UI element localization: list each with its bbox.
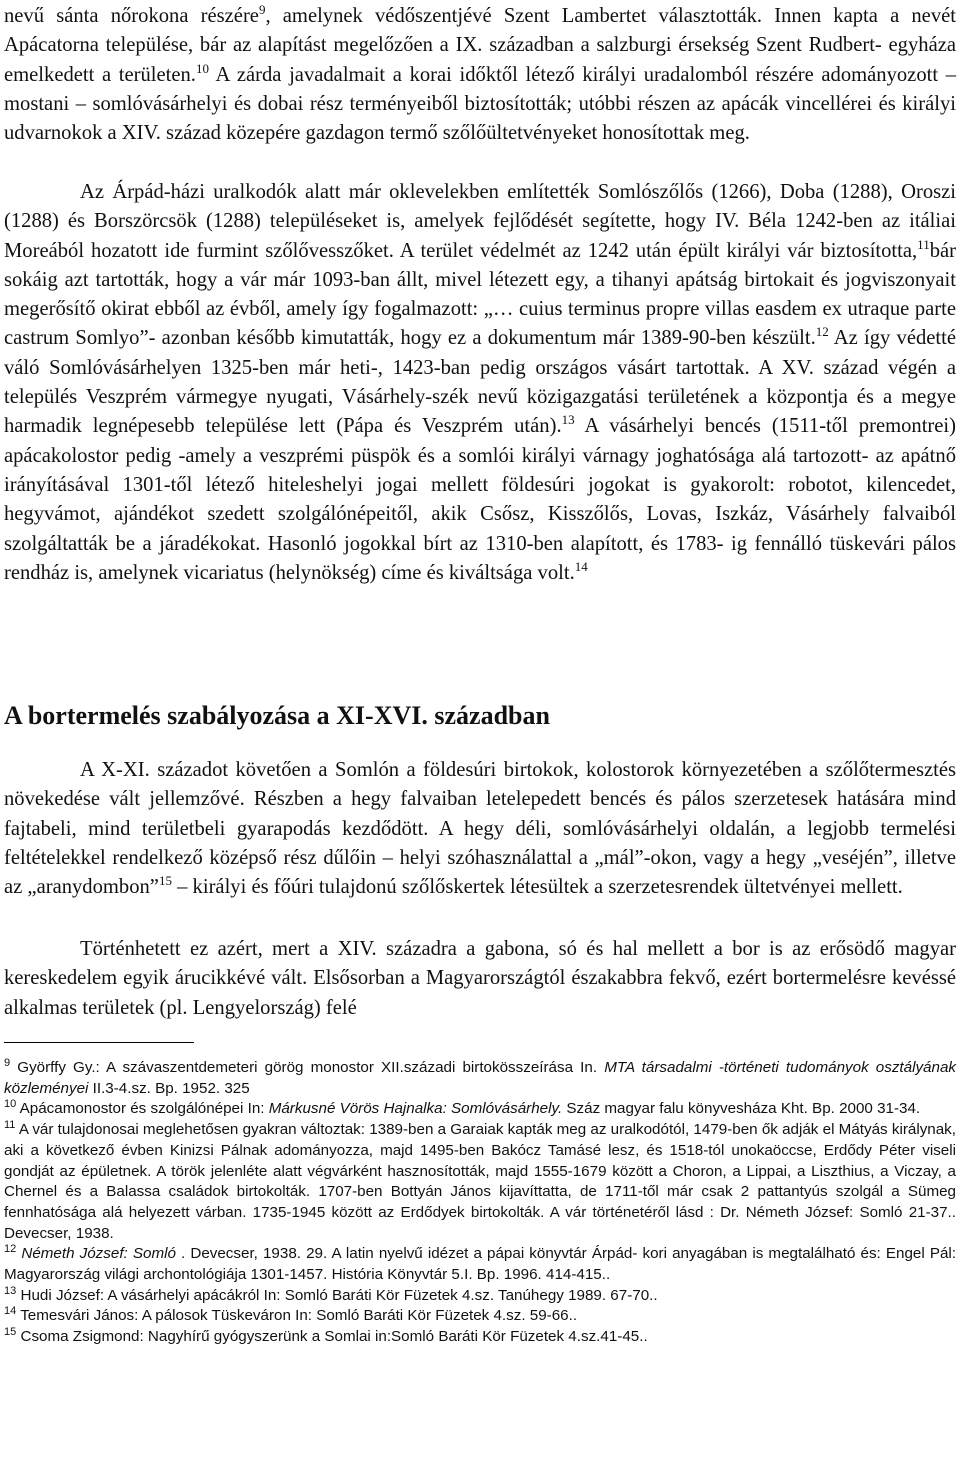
footnote-number: 11 — [4, 1119, 16, 1132]
section-heading: A bortermelés szabályozása a XI-XVI. században — [4, 701, 550, 730]
footnote-italic: Németh József: Somló — [21, 1245, 176, 1263]
footnote-text: Temesvári János: A pálosok Tüskeváron In: Somló Baráti Kör Füzetek 4.sz. 59-66.. — [20, 1307, 578, 1325]
text-run: A vásárhelyi bencés (1511-től premontrei) apácakolostor pedig -amely a veszprémi püspök és a somlói királyi várnagy joghatósága alá tartozott- az apátnő irányításával 1301-től létező hiteleshelyi jogai mellett földesúri jogokat is gyakorolt: robotot, kilencedet, hegyvámot, ajándékot szedett szolgálónépeitől, akik Csősz, Kisszőlős, Lovas, Iszkáz, Vásárhely falvaiból szolgáltatták be a járadékokat. Hasonló jogokkal bírt az 1310-ben alapított, és 1783- ig fennálló tüskevári pálos rendház is, amelynek vicariatus (helynökség) címe és kiváltsága volt. — [4, 415, 957, 584]
footnotes — [4, 1058, 956, 1348]
footnote-ref[interactable]: 15 — [158, 873, 172, 889]
footnote-number: 9 — [4, 1057, 11, 1069]
footnote-10 — [4, 1099, 956, 1120]
footnote-ref[interactable]: 11 — [917, 236, 930, 252]
text-run: , amelynek védőszentjévé Szent Lambertet választották. Innen kapta a nevét Apácatorna települése, bár az alapítást megelőzően a IX. században a salzburgi érsekség Szent Rudbert- egyháza emelkedett a területen. — [4, 5, 956, 86]
body-paragraph-4 — [4, 935, 956, 1025]
footnote-number: 10 — [4, 1098, 17, 1111]
footnote-ref[interactable]: 9 — [258, 2, 266, 17]
body-paragraph-1 — [4, 2, 956, 178]
text-run: A zárda javadalmait a korai időktől létező királyi uradalomból részére adományozott – mostani – somlóvásárhelyi és dobai rész terményeiből biztosították; utóbbi részen az apácák vincellérei és királyi udvarnokok a XIV. század közepére gazdagon termő szőlőültetvényeket honosítottak meg. — [4, 63, 956, 145]
text-run: – királyi és főúri tulajdonú szőlőskertek létesültek a szerzetesrendek ültetvényei mellett. — [171, 876, 903, 899]
footnote-separator — [4, 1042, 194, 1043]
footnote-number: 15 — [4, 1326, 17, 1339]
footnote-15 — [4, 1327, 956, 1348]
text-run: nevű sánta nőrokona részére — [4, 5, 259, 27]
footnote-14 — [4, 1306, 956, 1327]
footnote-number: 14 — [4, 1305, 17, 1318]
text-run: A X-XI. századot követően a Somlón a földesúri birtokok, kolostorok környezetében a szőlőtermesztés növekedése vált jellemzővé. Részben a hegy falvaiban letelepedett bencés és pálos szerzetesek hatására mind fajtabeli, mind területbeli gyarapodás kezdődött. A hegy déli, somlóvásárhelyi oldalán, a legjobb termelési feltételekkel rendelkező középső rész dűlőin – helyi szóhasználattal a „mál”-okon, vagy a hegy „veséjén”, illetve az „aranydombon” — [4, 759, 956, 899]
text-run: bár sokáig azt tartották, hogy a vár már 1093-ban állt, mivel létezett egy, a tihanyi apátság birtokait és jogviszonyait megerősítő okirat ebből az évből, amely így fogalmazott: „… cuius terminus propre villas easdem ex utraque parte castrum Somlyo”- azonban később kimutatták, hogy ez a dokumentum már 1389-90-ben készült. — [4, 239, 956, 350]
footnote-ref[interactable]: 14 — [574, 558, 588, 574]
footnote-text: . Devecser, 1938. 29. A latin nyelvű idézet a pápai könyvtár Árpád- kori anyagában is megtalálható és: Engel Pál: Magyarország világi archontológiája 1301-1457. História Könyvtár 5.I. Bp. 1996. 414-415.. — [4, 1245, 956, 1284]
footnote-text: Györffy Gy.: A szávaszentdemeteri görög monostor XII.századi birtokösszeírása In. — [17, 1059, 605, 1076]
footnote-italic: Márkusné Vörös Hajnalka: Somlóvásárhely. — [268, 1100, 563, 1118]
footnote-13 — [4, 1286, 956, 1307]
text-run: Az így védetté váló Somlóvásárhelyen 1325-ben már heti-, 1423-ban pedig országos vásárt tartottak. A XV. század végén a település Veszprém vármegye nyugati, Vásárhely-szék nevű közigazgatási területének a központja és a megye harmadik legnépesebb települése lett (Pápa és Veszprém után). — [4, 327, 956, 438]
footnote-ref[interactable]: 10 — [195, 60, 209, 76]
text-run: Az Árpád-házi uralkodók alatt már oklevelekben említették Somlószőlős (1266), Doba (1288), Oroszi (1288) és Borszörcsök (1288) településeket is, amelyek fejlődését segítette, hogy IV. Béla 1242-ben az itáliai Moreából hozatott ide furmint szőlővesszőket. A terület védelmét az 1242 után épült királyi vár biztosította, — [4, 181, 956, 262]
footnote-text: II.3-4.sz. Bp. 1952. 325 — [88, 1079, 250, 1097]
footnote-9 — [4, 1058, 956, 1099]
footnote-text: A vár tulajdonosai meglehetősen gyakran változtak: 1389-ben a Garaiak kapták meg az uralkodótól, 1479-ben ők adják el Mátyás királynak, aki a következő évben Kinizsi Pálnak adományozza, majd 1495-ben Bakócz Tamásé lesz, és 1518-tól unokaöccse, Erdődy Péter viseli gondját az épületnek. A török jelenléte alatt végvárként hasznosították, majd 1555-1679 között a Choron, a Lippai, a Liszthius, a Viczay, a Chernel és a Balassa családok birtokolták. 1707-ben Bottyán János kijavíttatta, de 1711-től már csak 2 pattantyús szolgál a Sümeg fennhatósága alá helyezett várban. 1735-1945 között az Erdődyek birtokolták. A vár történetéről lásd : Dr. Németh József: Somló 21-37.. Devecser, 1938. — [4, 1121, 956, 1242]
body-paragraph-2 — [4, 178, 956, 675]
footnote-italic: MTA társadalmi -történeti tudományok osztályának közleményei — [4, 1059, 956, 1097]
footnote-text: Hudi József: A vásárhelyi apácákról In: Somló Baráti Kör Füzetek 4.sz. Tanúhegy 1989. 67-70.. — [20, 1286, 658, 1304]
footnote-11 — [4, 1120, 956, 1244]
footnote-text: Száz magyar falu könyvesháza Kht. Bp. 2000 31-34. — [562, 1100, 921, 1118]
footnote-text: Apácamonostor és szolgálónépei In: — [19, 1100, 269, 1118]
footnote-ref[interactable]: 12 — [815, 324, 829, 340]
footnote-12 — [4, 1244, 956, 1285]
footnote-text: Csoma Zsigmond: Nagyhírű gyógyszerünk a Somlai in:Somló Baráti Kör Füzetek 4.sz.41-45.. — [20, 1328, 648, 1346]
footnote-number: 13 — [4, 1284, 17, 1297]
body-paragraph-3 — [4, 756, 956, 932]
footnote-ref[interactable]: 13 — [561, 412, 575, 428]
text-run: Történhetett ez azért, mert a XIV. századra a gabona, só és hal mellett a bor is az erősödő magyar kereskedelem egyik árucikkévé vált. Elsősorban a Magyarországtól északabbra fekvő, ezért bortermelésre kevéssé alkalmas területek (pl. Lengyelország) felé — [4, 938, 956, 1019]
footnote-number: 12 — [4, 1243, 17, 1256]
